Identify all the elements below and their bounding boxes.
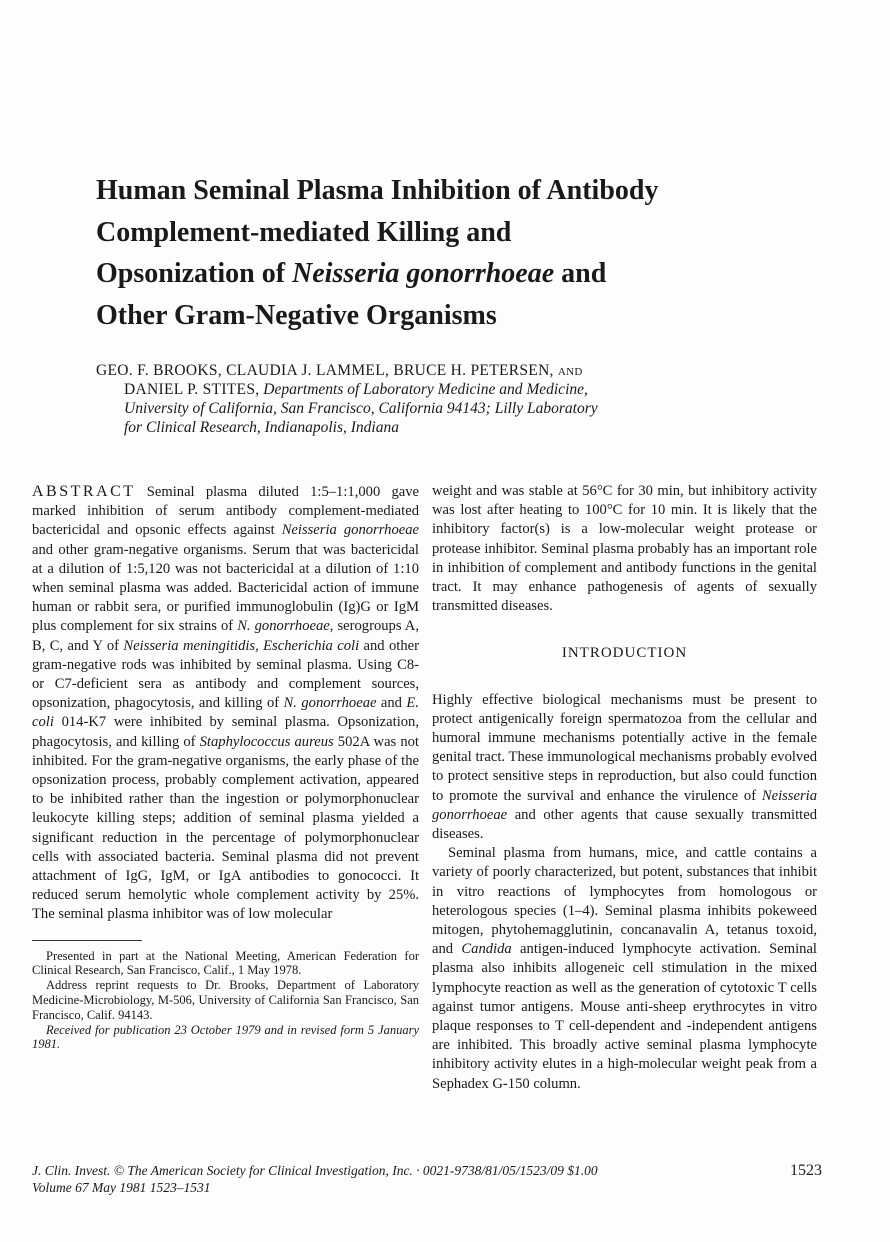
author-names-2: DANIEL P. STITES, [124, 381, 260, 398]
footnote-presented: Presented in part at the National Meeting, American Federation for Clinical Research, San Francisco, Calif., 1 May 1978. [32, 948, 419, 978]
footnote-divider [32, 940, 142, 941]
affiliation-1: Departments of Laboratory Medicine and Medicine, [259, 381, 588, 398]
author-block [96, 361, 776, 437]
intro-paragraph-1: Highly effective biological mechanisms must be present to protect antigenically foreign spermatozoa from the cellular and humoral immune mechanisms potentially active in the female genital tract. These immunological mechanisms probably evolved to protect sensitive steps in reproduction, but also could function to promote the survival and enhance the virulence of Neisseria gonorrhoeae and other agents that cause sexually transmitted diseases. [432, 691, 817, 843]
footnote-reprint: Address reprint requests to Dr. Brooks, Department of Laboratory Medicine-Microbiology, M-506, University of California San Francisco, San Francisco, Calif. 94143. [32, 978, 419, 1022]
title-line-4: Other Gram-Negative Organisms [96, 299, 497, 331]
page-number: 1523 [790, 1162, 822, 1179]
article-title [96, 170, 796, 336]
footnote-received: Received for publication 23 October 1979 and in revised form 5 January 1981. [32, 1022, 419, 1052]
title-line-1: Human Seminal Plasma Inhibition of Antibody [96, 175, 659, 206]
left-column [32, 482, 419, 1052]
footnotes [32, 949, 419, 1053]
title-line-2: Complement-mediated Killing and [96, 216, 512, 248]
abstract-label: ABSTRACT [32, 483, 136, 500]
intro-paragraph-2: Seminal plasma from humans, mice, and cattle contains a variety of poorly characterized, but potent, substances that inhibit in vitro reactions of lymphocytes from homologous or heterologous species (1–4). Seminal plasma inhibits pokeweed mitogen, phytohemagglutinin, concanavalin A, tetanus toxoid, and Candida antigen-induced lymphocyte activation. Seminal plasma also inhibits allogeneic cell stimulation in the mixed lymphocyte reaction as well as the generation of cytotoxic T cells against tumor antigens. Mouse anti-sheep erythrocytes in vitro plaque responses to T cell-dependent and -independent antigens are inhibited. This broadly active seminal plasma lymphocyte inhibitory activity elutes in a high-molecular weight peak from a Sephadex G-150 column. [432, 845, 817, 1092]
affiliation-2: University of California, San Francisco, California 94143; Lilly Laboratory [124, 400, 598, 417]
section-heading-introduction: INTRODUCTION [561, 645, 688, 662]
author-names: GEO. F. BROOKS, CLAUDIA J. LAMMEL, BRUCE H. PETERSEN, and [96, 362, 583, 379]
title-organism: Neisseria gonorrhoeae [292, 258, 555, 289]
volume-info: Volume 67 May 1981 1523–1531 [32, 1180, 211, 1195]
title-line-3-post: and [554, 258, 607, 289]
abstract: ABSTRACT Seminal plasma diluted 1:5–1:1,000 gave marked inhibition of serum antibody complement-mediated bactericidal and opsonic effects against Neisseria gonorrhoeae and other gram-negative organisms. Serum that was bactericidal at a dilution of 1:5,120 was not bactericidal at a dilution of 1:10 when seminal plasma was added. Bactericidal action of immune human or rabbit sera, or purified immunoglobulin (Ig)G or IgM plus complement for six strains of N. gonorrhoeae, serogroups A, B, C, and Y of Neisseria meningitidis, Escherichia coli and other gram-negative rods was inhibited by seminal plasma. Using C8- or C7-deficient sera as antibody and complement sources, opsonization, phagocytosis, and killing of N. gonorrhoeae and E. coli 014-K7 were inhibited by seminal plasma. Opsonization, phagocytosis, and killing of Staphylococcus aureus 502A was not inhibited. For the gram-negative organisms, the early phase of the opsonization process, probably complement activation, appeared to be inhibited rather than the ingestion or polymorphonuclear leukocyte killing steps; addition of seminal plasma yielded a significant reduction in the percentage of polymorphonuclear cells with associated bacteria. Seminal plasma did not prevent attachment of IgG, IgM, or IgA antibodies to gonococci. It reduced serum hemolytic whole complement activity by 25%. The seminal plasma inhibitor was of low molecular [32, 483, 419, 923]
title-line-3-pre: Opsonization of [96, 258, 293, 289]
right-column [432, 482, 817, 1094]
affiliation-3: for Clinical Research, Indianapolis, Indiana [124, 419, 399, 436]
abstract-continued: weight and was stable at 56°C for 30 min, but inhibitory activity was lost after heating to 100°C for 10 min. It is likely that the inhibitory factor(s) is a low-molecular weight protease or protease inhibitor. Seminal plasma probably has an important role in inhibition of complement and antibody functions in the genital tract. It may enhance pathogenesis of agents of sexually transmitted diseases. [432, 483, 817, 615]
page-footer [32, 1162, 822, 1196]
journal-citation: J. Clin. Invest. © The American Society for Clinical Investigation, Inc. · 0021-9738/81/05/1523/09 $1.00 [32, 1163, 598, 1178]
